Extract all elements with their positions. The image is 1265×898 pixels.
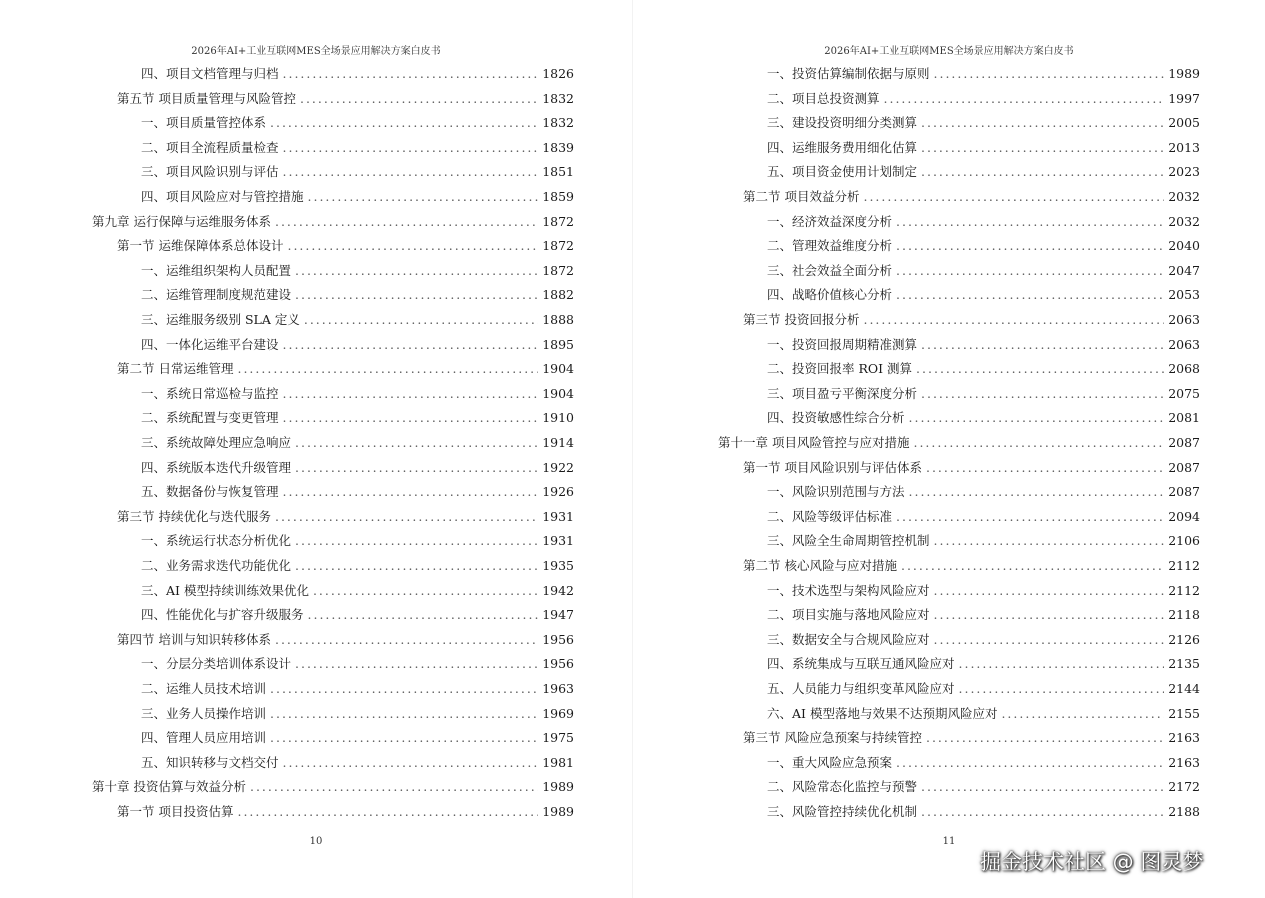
toc-entry-title: 一、经济效益深度分析 bbox=[767, 213, 893, 229]
toc-entry bbox=[767, 751, 1200, 775]
toc-dot-leader bbox=[959, 677, 1165, 701]
toc-entry-page: 1832 bbox=[542, 115, 574, 131]
toc-entry-page: 1914 bbox=[542, 435, 574, 450]
toc-dot-leader bbox=[921, 136, 1164, 160]
toc-entry bbox=[117, 234, 574, 258]
toc-dot-leader bbox=[934, 529, 1165, 553]
toc-entry-page: 1981 bbox=[542, 754, 574, 770]
toc-dot-leader bbox=[283, 751, 539, 775]
toc-entry-page: 1969 bbox=[542, 705, 574, 721]
toc-dot-leader bbox=[896, 234, 1164, 258]
right-page bbox=[633, 0, 1265, 898]
toc-dot-leader bbox=[896, 751, 1164, 775]
toc-entry bbox=[767, 62, 1200, 86]
toc-entry-page: 1926 bbox=[542, 484, 574, 500]
toc-entry-title: 第三节 持续优化与迭代服务 bbox=[117, 508, 271, 524]
toc-entry-page: 1888 bbox=[542, 312, 574, 327]
toc-dot-leader bbox=[913, 431, 1164, 455]
toc-entry bbox=[141, 579, 574, 603]
toc-entry-page: 1956 bbox=[542, 631, 574, 647]
toc-entry-page: 1904 bbox=[542, 361, 574, 377]
toc-entry-page: 2188 bbox=[1168, 804, 1200, 819]
toc-dot-leader bbox=[283, 406, 539, 430]
toc-entry-page: 2068 bbox=[1168, 361, 1200, 377]
toc-entry-page: 1872 bbox=[542, 262, 574, 278]
toc-entry-title: 四、性能优化与扩容升级服务 bbox=[141, 607, 304, 623]
toc-dot-leader bbox=[896, 210, 1164, 234]
toc-dot-leader bbox=[934, 62, 1165, 86]
page-number: 10 bbox=[309, 836, 323, 847]
toc-entry-title: 第三节 投资回报分析 bbox=[743, 312, 860, 327]
toc-entry bbox=[92, 775, 574, 799]
toc-entry-page: 2118 bbox=[1168, 607, 1200, 623]
toc-entry-page: 1931 bbox=[542, 508, 574, 524]
toc-entry bbox=[141, 259, 574, 283]
toc-entry-title: 五、数据备份与恢复管理 bbox=[141, 484, 279, 500]
toc-entry-page: 2063 bbox=[1168, 336, 1200, 352]
toc-entry bbox=[141, 308, 574, 332]
toc-dot-leader bbox=[909, 406, 1165, 430]
toc-dot-leader bbox=[863, 185, 1164, 209]
toc-entry bbox=[767, 529, 1200, 553]
toc-entry bbox=[767, 628, 1200, 652]
toc-entry-title: 第二节 日常运维管理 bbox=[117, 361, 234, 377]
toc-entry-page: 2081 bbox=[1168, 410, 1200, 426]
toc-entry bbox=[767, 702, 1200, 726]
toc-entry bbox=[117, 357, 574, 381]
toc-dot-leader bbox=[295, 554, 538, 578]
toc-entry-page: 2106 bbox=[1168, 533, 1200, 549]
toc-entry-page: 2094 bbox=[1168, 508, 1200, 524]
toc-dot-leader bbox=[295, 431, 538, 455]
toc-dot-leader bbox=[295, 652, 538, 676]
toc-entry bbox=[767, 333, 1200, 357]
toc-entry-page: 1989 bbox=[1168, 66, 1200, 81]
toc-entry-title: 第三节 风险应急预案与持续管控 bbox=[743, 730, 922, 746]
toc-entry-title: 第四节 培训与知识转移体系 bbox=[117, 631, 271, 647]
toc-dot-leader bbox=[287, 234, 538, 258]
toc-dot-leader bbox=[921, 800, 1164, 824]
toc-entry-title: 二、项目总投资测算 bbox=[767, 90, 880, 106]
toc-entry bbox=[767, 283, 1200, 307]
toc-entry-page: 2087 bbox=[1168, 459, 1200, 475]
toc-entry-title: 第十一章 项目风险管控与应对措施 bbox=[718, 435, 910, 450]
toc-dot-leader bbox=[283, 382, 539, 406]
toc-entry-title: 三、风险管控持续优化机制 bbox=[767, 804, 918, 819]
toc-entry-page: 1839 bbox=[542, 139, 574, 155]
toc-entry bbox=[767, 603, 1200, 627]
toc-entry-title: 四、一体化运维平台建设 bbox=[141, 336, 279, 352]
toc-entry-page: 2053 bbox=[1168, 287, 1200, 303]
toc-dot-leader bbox=[901, 554, 1164, 578]
toc-entry bbox=[141, 726, 574, 750]
toc-entry-title: 四、项目风险应对与管控措施 bbox=[141, 189, 304, 204]
toc-entry-title: 三、项目风险识别与评估 bbox=[141, 164, 279, 180]
toc-entry-title: 二、运维管理制度规范建设 bbox=[141, 287, 292, 303]
toc-entry bbox=[117, 505, 574, 529]
toc-entry-page: 2063 bbox=[1168, 312, 1200, 327]
toc-entry bbox=[141, 554, 574, 578]
toc-entry-title: 第九章 运行保障与运维服务体系 bbox=[92, 213, 271, 229]
toc-entry-page: 2155 bbox=[1168, 705, 1200, 721]
toc-entry bbox=[141, 677, 574, 701]
toc-entry-title: 三、项目盈亏平衡深度分析 bbox=[767, 385, 918, 401]
toc-entry-page: 1851 bbox=[542, 164, 574, 180]
toc-entry bbox=[141, 160, 574, 184]
toc-dot-leader bbox=[921, 333, 1164, 357]
toc-entry-page: 2040 bbox=[1168, 238, 1200, 254]
toc-entry-page: 2112 bbox=[1168, 582, 1200, 598]
toc-dot-leader bbox=[295, 259, 538, 283]
toc-entry-title: 第十章 投资估算与效益分析 bbox=[92, 779, 246, 795]
toc-entry-page: 1947 bbox=[542, 607, 574, 623]
toc-entry-title: 一、重大风险应急预案 bbox=[767, 754, 893, 770]
toc-entry bbox=[743, 726, 1200, 750]
toc-entry-title: 五、人员能力与组织变革风险应对 bbox=[767, 681, 955, 696]
toc-entry bbox=[767, 136, 1200, 160]
toc-entry bbox=[767, 677, 1200, 701]
toc-entry bbox=[141, 185, 574, 209]
toc-entry bbox=[767, 800, 1200, 824]
toc-entry-page: 1826 bbox=[542, 66, 574, 81]
toc-entry-title: 一、风险识别范围与方法 bbox=[767, 484, 905, 500]
toc-entry-page: 2144 bbox=[1168, 681, 1200, 696]
toc-entry bbox=[141, 333, 574, 357]
toc-dot-leader bbox=[896, 283, 1164, 307]
toc-entry-title: 一、投资回报周期精准测算 bbox=[767, 336, 918, 352]
toc-entry-title: 三、系统故障处理应急响应 bbox=[141, 435, 292, 450]
toc-entry-title: 二、管理效益维度分析 bbox=[767, 238, 893, 254]
toc-entry-page: 2112 bbox=[1168, 558, 1200, 573]
toc-entry-page: 2163 bbox=[1168, 754, 1200, 770]
toc-entry-title: 四、项目文档管理与归档 bbox=[141, 66, 279, 81]
toc-entry-page: 1963 bbox=[542, 681, 574, 696]
toc-entry-title: 一、分层分类培训体系设计 bbox=[141, 656, 292, 672]
toc-entry-title: 一、技术选型与架构风险应对 bbox=[767, 582, 930, 598]
toc-dot-leader bbox=[896, 259, 1164, 283]
toc-entry-title: 三、风险全生命周期管控机制 bbox=[767, 533, 930, 549]
page-header: 2026年AI+工业互联网MES全场景应用解决方案白皮书 bbox=[824, 46, 1074, 57]
left-page bbox=[0, 0, 632, 898]
toc-dot-leader bbox=[237, 357, 538, 381]
toc-entry-title: 第五节 项目质量管理与风险管控 bbox=[117, 90, 296, 106]
toc-entry-title: 二、运维人员技术培训 bbox=[141, 681, 267, 696]
toc-dot-leader bbox=[934, 603, 1165, 627]
toc-entry bbox=[767, 406, 1200, 430]
toc-entry-title: 二、投资回报率 ROI 测算 bbox=[767, 361, 913, 377]
toc-entry-title: 三、建设投资明细分类测算 bbox=[767, 115, 918, 131]
toc-dot-leader bbox=[921, 382, 1164, 406]
toc-entry-title: 一、项目质量管控体系 bbox=[141, 115, 267, 131]
page-number: 11 bbox=[942, 836, 956, 847]
toc-entry bbox=[141, 652, 574, 676]
toc-entry bbox=[92, 210, 574, 234]
toc-entry-page: 2087 bbox=[1168, 435, 1200, 450]
toc-dot-leader bbox=[283, 480, 539, 504]
toc-entry-page: 1832 bbox=[542, 90, 574, 106]
watermark: 掘金技术社区 @ 图灵梦 bbox=[980, 850, 1204, 874]
toc-dot-leader bbox=[308, 603, 539, 627]
toc-entry-page: 1895 bbox=[542, 336, 574, 352]
toc-entry-page: 2172 bbox=[1168, 779, 1200, 795]
toc-dot-leader bbox=[926, 456, 1164, 480]
toc-dot-leader bbox=[270, 677, 538, 701]
toc-entry-title: 第二节 核心风险与应对措施 bbox=[743, 558, 897, 573]
toc-entry-page: 2163 bbox=[1168, 730, 1200, 746]
page-header: 2026年AI+工业互联网MES全场景应用解决方案白皮书 bbox=[191, 46, 441, 57]
toc-entry-title: 二、风险等级评估标准 bbox=[767, 508, 893, 524]
toc-entry-page: 1942 bbox=[542, 582, 574, 598]
toc-entry bbox=[141, 406, 574, 430]
toc-entry-title: 第一节 项目投资估算 bbox=[117, 804, 234, 819]
toc-dot-leader bbox=[283, 62, 539, 86]
toc-entry bbox=[767, 234, 1200, 258]
toc-entry-page: 1989 bbox=[542, 804, 574, 819]
toc-entry bbox=[141, 480, 574, 504]
toc-entry-page: 1922 bbox=[542, 459, 574, 475]
toc-entry-title: 三、运维服务级别 SLA 定义 bbox=[141, 312, 300, 327]
toc-entry bbox=[141, 603, 574, 627]
toc-entry-title: 二、业务需求迭代功能优化 bbox=[141, 558, 292, 573]
toc-entry-page: 2013 bbox=[1168, 139, 1200, 155]
toc-entry-page: 2032 bbox=[1168, 213, 1200, 229]
toc-entry-title: 二、项目全流程质量检查 bbox=[141, 139, 279, 155]
toc-dot-leader bbox=[270, 726, 538, 750]
toc-dot-leader bbox=[275, 505, 538, 529]
toc-entry-title: 五、知识转移与文档交付 bbox=[141, 754, 279, 770]
toc-dot-leader bbox=[270, 702, 538, 726]
toc-entry-title: 一、系统日常巡检与监控 bbox=[141, 385, 279, 401]
toc-entry-page: 2032 bbox=[1168, 189, 1200, 204]
toc-entry bbox=[141, 382, 574, 406]
toc-entry bbox=[141, 529, 574, 553]
toc-entry-title: 五、项目资金使用计划制定 bbox=[767, 164, 918, 180]
toc-entry-page: 1931 bbox=[542, 533, 574, 549]
toc-entry bbox=[117, 628, 574, 652]
toc-entry-title: 一、投资估算编制依据与原则 bbox=[767, 66, 930, 81]
toc-dot-leader bbox=[921, 775, 1164, 799]
toc-dot-leader bbox=[959, 652, 1165, 676]
toc-dot-leader bbox=[313, 579, 538, 603]
toc-dot-leader bbox=[275, 210, 538, 234]
toc-entry bbox=[141, 431, 574, 455]
toc-entry-page: 1859 bbox=[542, 189, 574, 204]
toc-entry-title: 三、数据安全与合规风险应对 bbox=[767, 631, 930, 647]
toc-dot-leader bbox=[921, 160, 1164, 184]
toc-dot-leader bbox=[283, 160, 539, 184]
toc-entry bbox=[767, 357, 1200, 381]
toc-entry bbox=[767, 259, 1200, 283]
toc-entry-title: 四、系统集成与互联互通风险应对 bbox=[767, 656, 955, 672]
toc-entry bbox=[743, 456, 1200, 480]
toc-entry bbox=[767, 775, 1200, 799]
toc-entry-title: 三、社会效益全面分析 bbox=[767, 262, 893, 278]
toc-dot-leader bbox=[283, 136, 539, 160]
toc-entry bbox=[767, 111, 1200, 135]
toc-dot-leader bbox=[884, 87, 1165, 111]
toc-entry bbox=[767, 505, 1200, 529]
toc-entry bbox=[718, 431, 1200, 455]
toc-dot-leader bbox=[250, 775, 538, 799]
toc-entry-title: 第一节 项目风险识别与评估体系 bbox=[743, 459, 922, 475]
toc-entry bbox=[743, 185, 1200, 209]
toc-entry bbox=[141, 111, 574, 135]
toc-dot-leader bbox=[308, 185, 539, 209]
toc-entry bbox=[767, 652, 1200, 676]
toc-dot-leader bbox=[275, 628, 538, 652]
toc-dot-leader bbox=[1001, 702, 1164, 726]
toc-dot-leader bbox=[909, 480, 1165, 504]
toc-dot-leader bbox=[304, 308, 538, 332]
toc-entry-title: 四、投资敏感性综合分析 bbox=[767, 410, 905, 426]
toc-entry-title: 四、运维服务费用细化估算 bbox=[767, 139, 918, 155]
toc-entry-title: 二、项目实施与落地风险应对 bbox=[767, 607, 930, 623]
toc-entry-title: 二、系统配置与变更管理 bbox=[141, 410, 279, 426]
toc-entry bbox=[767, 87, 1200, 111]
toc-entry bbox=[141, 62, 574, 86]
toc-entry-page: 2087 bbox=[1168, 484, 1200, 500]
toc-entry-title: 三、AI 模型持续训练效果优化 bbox=[141, 582, 309, 598]
toc-entry bbox=[141, 702, 574, 726]
toc-entry-page: 1956 bbox=[542, 656, 574, 672]
toc-entry-title: 第二节 项目效益分析 bbox=[743, 189, 860, 204]
toc-entry-title: 六、AI 模型落地与效果不达预期风险应对 bbox=[767, 705, 998, 721]
toc-entry bbox=[767, 579, 1200, 603]
toc-entry-title: 四、战略价值核心分析 bbox=[767, 287, 893, 303]
toc-dot-leader bbox=[863, 308, 1164, 332]
toc-entry-page: 1997 bbox=[1168, 90, 1200, 106]
toc-dot-leader bbox=[916, 357, 1164, 381]
toc-entry bbox=[141, 456, 574, 480]
toc-entry bbox=[141, 283, 574, 307]
toc-entry bbox=[743, 554, 1200, 578]
toc-entry bbox=[117, 87, 574, 111]
toc-entry bbox=[767, 382, 1200, 406]
toc-dot-leader bbox=[295, 283, 538, 307]
toc-dot-leader bbox=[934, 579, 1165, 603]
toc-entry-page: 2023 bbox=[1168, 164, 1200, 180]
toc-entry-title: 第一节 运维保障体系总体设计 bbox=[117, 238, 284, 254]
toc-entry-title: 四、管理人员应用培训 bbox=[141, 730, 267, 746]
toc-entry-page: 1904 bbox=[542, 385, 574, 401]
toc-entry-page: 1872 bbox=[542, 238, 574, 254]
toc-entry-page: 1975 bbox=[542, 730, 574, 746]
toc-dot-leader bbox=[283, 333, 539, 357]
toc-dot-leader bbox=[300, 87, 538, 111]
toc-entry bbox=[141, 751, 574, 775]
toc-entry-title: 二、风险常态化监控与预警 bbox=[767, 779, 918, 795]
toc-entry-title: 一、系统运行状态分析优化 bbox=[141, 533, 292, 549]
toc-entry-page: 1872 bbox=[542, 213, 574, 229]
toc-entry bbox=[141, 136, 574, 160]
toc-entry-page: 2135 bbox=[1168, 656, 1200, 672]
toc-entry-page: 2126 bbox=[1168, 631, 1200, 647]
toc-entry bbox=[117, 800, 574, 824]
toc-entry-page: 1935 bbox=[542, 558, 574, 573]
toc-dot-leader bbox=[237, 800, 538, 824]
toc-dot-leader bbox=[921, 111, 1164, 135]
toc-entry-title: 四、系统版本迭代升级管理 bbox=[141, 459, 292, 475]
toc-dot-leader bbox=[295, 529, 538, 553]
toc-entry bbox=[767, 480, 1200, 504]
toc-dot-leader bbox=[926, 726, 1164, 750]
toc-dot-leader bbox=[270, 111, 538, 135]
toc-entry-page: 2047 bbox=[1168, 262, 1200, 278]
toc-dot-leader bbox=[896, 505, 1164, 529]
toc-entry-title: 三、业务人员操作培训 bbox=[141, 705, 267, 721]
toc-entry bbox=[743, 308, 1200, 332]
toc-entry-page: 1910 bbox=[542, 410, 574, 426]
toc-entry-page: 1989 bbox=[542, 779, 574, 795]
toc-entry-title: 一、运维组织架构人员配置 bbox=[141, 262, 292, 278]
toc-entry bbox=[767, 160, 1200, 184]
toc-dot-leader bbox=[295, 456, 538, 480]
toc-dot-leader bbox=[934, 628, 1165, 652]
toc-entry-page: 1882 bbox=[542, 287, 574, 303]
toc-entry bbox=[767, 210, 1200, 234]
toc-entry-page: 2075 bbox=[1168, 385, 1200, 401]
toc-entry-page: 2005 bbox=[1168, 115, 1200, 131]
